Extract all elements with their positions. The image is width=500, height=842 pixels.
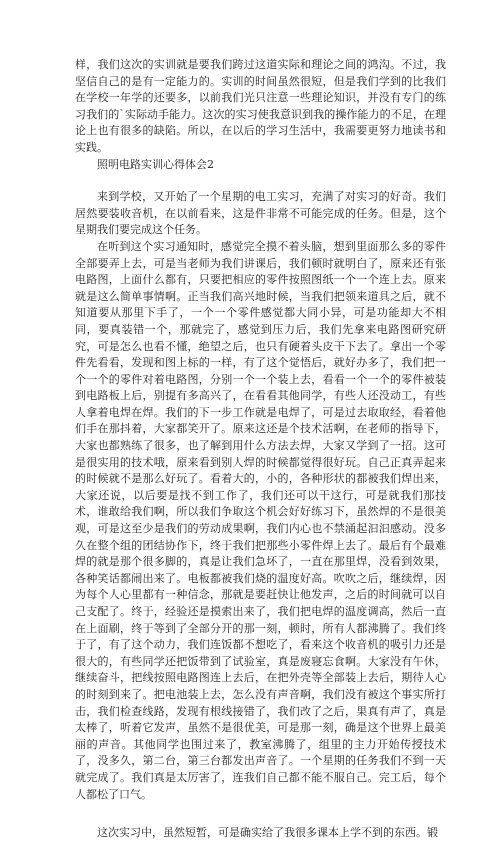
paragraph-1: 来到学校，又开始了一个星期的电工实习，充满了对实习的好奇。我们居然要装收音机，在以前看来，这是件非常不可能完成的任务。但是，这个星期我们要完成这个任务。 — [75, 190, 446, 237]
paragraph-2: 在听到这个实习通知时，感觉完全摸不着头脑，想到里面那么多的零件全部要弄上去，可是当老师为我们讲课后，我们顿时就明白了，原来还有张电路图，上面什么都有，只要把相应的零件按照图纸一个一个连上去。原来就是这么简单事情啊。正当我们高兴地时候，当我们把领来道具之后，就不知道要从那里下手了，一个一个零件感觉都大同小异，可是功能却大不相同，要真装错一个，那就完了，感觉到压力后，我们先拿来电路图研究研究，可是怎么也看不懂，绝望之后，也只有硬着头皮干下去了。拿出一个零件先看看，发现和图上标的一样，有了这个觉悟后，就好办多了，我们把一个一个的零件对着电路图，分别一个一个装上去，看看一个一个的零件被装到电路板上后，别提有多高兴了，在看看其他同学，有些人还没动工，有些人拿着电焊在焊。我们的下一步工作就是电焊了，可是过去取取经，看着他们手在那抖着，大家都笑开了。原来这还是个技术活啊，在老师的指导下，大家也都熟练了很多，也了解到用什么方法去焊，大家又学到了一招。这可是很实用的技术哦，原来看到别人焊的时候都觉得很好玩。自己正真弄起来的时候就不是那么好玩了。看着大的，小的，各种形状的都被我们焊出来，大家还说，以后要是找不到工作了，我们还可以干这行，可是就我们那技术，谁敢给我们啊，所以我们争取这个机会好好练习下，虽然焊的不是很美观，可是这至少是我们的劳动成果啊，我们内心也不禁涌起汩汩感动。没多久在整个组的团结协作下，终于我们把那些小零件焊上去了。最后有个最难焊的就是那个很多脚的，真是让我们急坏了，一直在那里焊，没看到效果，各种笑话都闹出来了。电板都被我们烧的温度好高。吹吹之后，继续焊，因为每个人心里都有一种信念，那就是要赶快让他发声，之后的时间就可以自己支配了。终于，经验还是摸索出来了，我们把电焊的温度调高，然后一直在上面刷，终于等到了全部分开的那一刻，顿时，所有人都沸腾了。我们终于了，有了这个动力，我们连饭都不想吃了，看来这个收音机的吸引力还是很大的，有些同学还把饭带到了试验室，真是废寝忘食啊。大家没有午休，继续奋斗，把线按照电路图连上去后，在把外壳等全部装上去后，期待人心的时刻到来了。把电池装上去，怎么没有声音啊，我们没有被这个事实所打击，我们检查线路，发现有根线接错了，我们改了之后，果真有声了，真是太棒了，听着它发声，虽然不是很优美，可是那一刻，确是这个世界上最美丽的声音。其他同学也围过来了，教室沸腾了，组里的主力开始传授技术了，没多久，第二台，第三台都发出声音了。一个星期的任务我们不到一天就完成了。我们真是太厉害了，连我们自己都不能不服自己。完工后，每个人都松了口气。 — [75, 239, 446, 801]
paragraph-3: 这次实习中，虽然短暂，可是确实给了我很多课本上学不到的东西。锻 — [97, 826, 438, 840]
document-body — [75, 57, 446, 842]
section-heading: 照明电路实训心得体会2 — [97, 157, 214, 171]
intro-paragraph: 样，我们这次的实训就是要我们跨过这道实际和理论之间的鸿沟。不过，我坚信自己的是有一定能力的。实训的时间虽然很短，但是我们学到的比我们在学校一年学的还要多，以前我们光只注意一些理论知识，并没有专门的练习我们的`实际动手能力。这次的实习使我意识到我的操作能力的不足，在理论上也有很多的缺陷。所以，在以后的学习生活中，我需要更努力地读书和实践。 — [75, 58, 446, 154]
